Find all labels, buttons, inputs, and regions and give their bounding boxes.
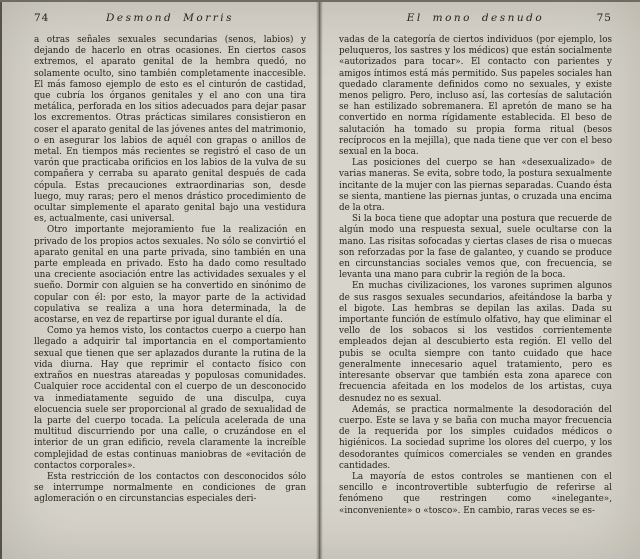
paragraph: La mayoría de estos controles se mantienen con el sencillo e incontrovertible subterfugio de referirse al fenómeno que restringen como «inelegante», «inconveniente» o «tosco». En cambio, raras veces se es- (339, 471, 612, 516)
paragraph: Además, se practica normalmente la desodoración del cuerpo. Este se lava y se baña con mucha mayor frecuencia de la requerida por los simples cuidados médicos o higiénicos. La sociedad suprime los olores del cuerpo, y los desodorantes químicos comerciales se venden en grandes cantidades. (339, 404, 612, 471)
page-number-left: 74 (34, 12, 50, 24)
page-right (320, 2, 640, 559)
page-gutter (316, 2, 323, 559)
running-title-book: El mono desnudo (406, 12, 545, 24)
running-title-author: Desmond Morris (106, 12, 234, 24)
page-header (339, 11, 612, 25)
paragraph: En muchas civilizaciones, los varones suprimen algunos de sus rasgos sexuales secundarios, afeitándose la barba y el bigote. Las hembras se depilan las axilas. Dada su importante función de estímulo olfativo, hay que eliminar el vello de los sobacos si los vestidos corrientemente empleados dejan al descubierto esta región. El vello del pubis se oculta siempre con tanto cuidado que hace generalmente innecesario aquel tratamiento, pero es interesante observar que también esta zona aparece con frecuencia afeitada en los modelos de los artistas, cuya desnudez no es sexual. (339, 281, 612, 404)
paragraph: a otras señales sexuales secundarias (senos, labios) y dejando de hacerlo en otras ocasiones. En ciertos casos extremos, el aparato genital de la hembra quedó, no solamente oculto, sino también completamente inaccesible. El más famoso ejemplo de esto es el cinturón de castidad, que cubría los órganos genitales y el ano con una tira metálica, perforada en los sitios adecuados para dejar pasar los excrementos. Otras prácticas similares consistieron en coser el aparato genital de las jóvenes antes del matrimonio, o en asegurar los labios de aquél con grapas o anillos de metal. En tiempos más recientes se registró el caso de un varón que practicaba orificios en los labios de la vulva de su compañera y cerraba su aparato genital después de cada cópula. Estas precauciones extraordinarias son, desde luego, muy raras; pero el menos drástico procedimiento de ocultar simplemente el aparato genital bajo una vestidura es, actualmente, casi universal. (34, 35, 306, 225)
page-number-right: 75 (596, 12, 612, 24)
paragraph: vadas de la categoría de ciertos individuos (por ejemplo, los peluqueros, los sastres y los médicos) que están socialmente «autorizados para tocar». El contacto con parientes y amigos íntimos está más permitido. Sus papeles sociales han quedado claramente definidos como no sexuales, y existe menos peligro. Pero, incluso así, las cortesías de salutación se han estilizado sobremanera. El apretón de mano se ha convertido en norma rígidamente establecida. El beso de salutación ha tomado su propia forma ritual (besos recíprocos en la mejilla), que nada tiene que ver con el beso sexual en la boca. (339, 35, 612, 158)
scan-edge (0, 2, 2, 559)
text-column-right (339, 35, 612, 517)
paragraph: Esta restricción de los contactos con desconocidos sólo se interrumpe normalmente en condiciones de gran aglomeración o en circunstancias especiales deri- (34, 471, 306, 505)
page-left (0, 2, 320, 559)
paragraph: Otro importante mejoramiento fue la realización en privado de los propios actos sexuales. No sólo se convirtió el aparato genital en una parte privada, sino también en una parte empleada en privado. Esto ha dado como resultado una creciente asociación entre las actividades sexuales y el sueño. Dormir con alguien se ha convertido en sinónimo de copular con él: por esto, la mayor parte de la actividad copulativa se realiza a una hora determinada, la de acostarse, en vez de repartirse por igual durante el día. (34, 225, 306, 326)
paragraph: Las posiciones del cuerpo se han «desexualizado» de varias maneras. Se evita, sobre todo, la postura sexualmente incitante de la mujer con las piernas separadas. Cuando ésta se sienta, mantiene las piernas juntas, o cruzada una encima de la otra. (339, 158, 612, 214)
paragraph: Si la boca tiene que adoptar una postura que recuerde de algún modo una respuesta sexual, suele ocultarse con la mano. Las risitas sofocadas y ciertas clases de risa o muecas son reforzadas por la fase de galanteo, y cuando se produce en circunstancias sociales vemos que, con frecuencia, se levanta una mano para cubrir la región de la boca. (339, 214, 612, 281)
page-header (34, 11, 306, 25)
paragraph: Como ya hemos visto, los contactos cuerpo a cuerpo han llegado a adquirir tal importancia en el comportamiento sexual que tienen que ser aplazados durante la rutina de la vida diurna. Hay que reprimir el contacto físico con extraños en nuestras atareadas y populosas comunidades. Cualquier roce accidental con el cuerpo de un desconocido va inmediatamente seguido de una disculpa, cuya elocuencia suele ser proporcional al grado de sexualidad de la parte del cuerpo tocada. La película acelerada de una multitud discurriendo por una calle, o cruzándose en el interior de un gran edificio, revela claramente la increíble complejidad de estas continuas maniobras de «evitación de contactos corporales». (34, 326, 306, 471)
text-column-left (34, 35, 306, 506)
